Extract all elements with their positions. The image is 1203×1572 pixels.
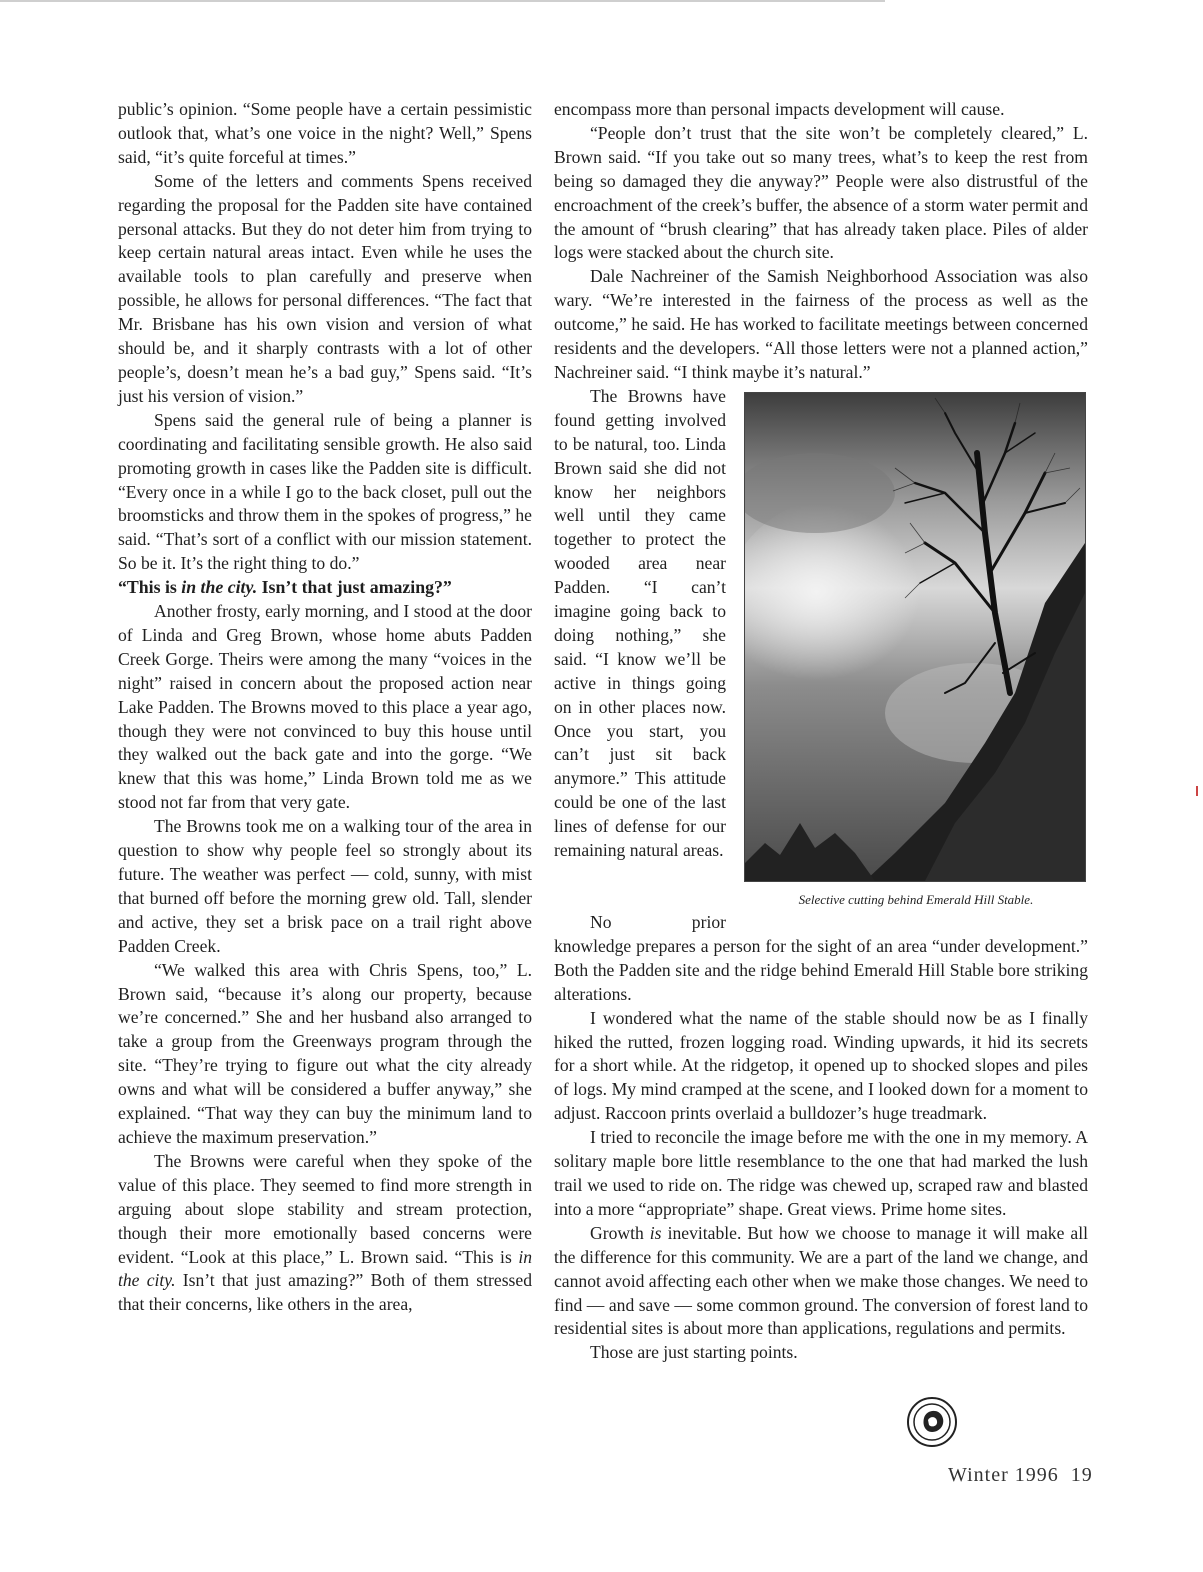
top-rule bbox=[0, 0, 885, 2]
subhead-text-end: Isn’t that just amazing?” bbox=[257, 577, 452, 598]
paragraph: The Browns took me on a walking tour of the area in question to show why people feel so strongly about its future. The weather was perfect — cold, sunny, with mist that burned off before the morning grew old. Tall, slender and active, they set a brisk pace on a trail right above Padden Creek. bbox=[118, 816, 532, 956]
paragraph: “People don’t trust that the site won’t be completely cleared,” L. Brown said. “If you take out so many trees, what’s to keep the rest from being so damaged they die anyway?” People were also distrustful of the encroachment of the creek’s buffer, the absence of a storm water permit and the amount of “brush clearing” that has already taken place. Piles of alder logs were stacked about the church site. bbox=[554, 122, 1088, 263]
paragraph: No prior knowledge prepares a person for the sight of an area “under development.” Both the Padden site and the ridge behind Emerald Hill Stable bore striking alterations. bbox=[554, 912, 1088, 1004]
italic-run: in the city. bbox=[118, 1246, 532, 1291]
paragraph: Some of the letters and comments Spens received regarding the proposal for the Padden site have contained personal attacks. But they do not deter him from trying to keep certain natural areas intact. Even while he uses the available tools to plan carefully and preserve when possible, he allows for personal differences. “The fact that Mr. Brisbane has his own vision and version of what should be, and it sharply contrasts with a lot of other people’s, doesn’t mean he’s a bad guy,” Spens said. “It’s just his version of vision.” bbox=[118, 170, 532, 406]
paragraph bbox=[554, 1222, 1088, 1342]
right-column bbox=[554, 98, 1088, 1365]
edge-mark bbox=[1196, 786, 1198, 796]
page-number: 19 bbox=[1070, 1464, 1093, 1486]
photo-figure bbox=[744, 392, 1088, 908]
paragraph: “We walked this area with Chris Spens, too,” L. Brown said, “because it’s along our property, because we’re concerned.” She and her husband also arranged to take a group from the Greenways program through the site. “They’re trying to figure out what the city already owns and what will be considered a buffer anyway,” she explained. “That way they can buy the minimum land to achieve the maximum preservation.” bbox=[118, 959, 532, 1147]
photo-caption: Selective cutting behind Emerald Hill Stable. bbox=[798, 891, 1034, 907]
paragraph bbox=[118, 1150, 532, 1317]
paragraph: The Browns have found getting involved to be natural, too. Linda Brown said she did not know her neighbors well until they came together to protect the wooded area near Padden. “I can’t imagine going back to doing nothing,” she said. “I know we’ll be active in things going on in other places now. Once you start, you can’t just sit back anymore.” This attitude could be one of the last lines of defense for our remaining natural areas. bbox=[554, 385, 726, 861]
italic-run: is bbox=[649, 1222, 662, 1243]
paragraph: public’s opinion. “Some people have a certain pessimistic outlook that, what’s one voice in the night? Well,” Spens said, “it’s quite forceful at times.” bbox=[118, 99, 532, 167]
closing-line: Those are just starting points. bbox=[590, 1342, 798, 1363]
paragraph: I wondered what the name of the stable should now be as I finally hiked the rutted, frozen logging road. Winding upwards, it hid its secrets for a short while. At the ridgetop, it opened up to shocked slopes and piles of logs. My mind cramped at the scene, and I looked down for a moment to adjust. Raccoon prints overlaid a bulldozer’s huge treadmark. bbox=[554, 1007, 1088, 1124]
text-run: Growth bbox=[590, 1222, 650, 1243]
subhead-text: “This is bbox=[118, 577, 182, 598]
paragraph: encompass more than personal impacts development will cause. bbox=[554, 99, 1005, 119]
issue-season: Winter 1996 bbox=[948, 1464, 1059, 1486]
subhead-italic: in the city. bbox=[181, 577, 258, 598]
end-mark-logo-icon bbox=[906, 1396, 958, 1448]
section-subhead bbox=[118, 576, 532, 600]
tree-photo bbox=[744, 392, 1086, 882]
paragraph: Another frosty, early morning, and I stood at the door of Linda and Greg Brown, whose home abuts Padden Creek Gorge. Theirs were among the many “voices in the night” raised in concern about the proposed action near Lake Padden. The Browns moved to this place a year ago, though they were not convinced to buy this house until they walked out the back gate and into the gorge. “We knew that this was home,” Linda Brown told me as we stood not far from that very gate. bbox=[118, 601, 532, 813]
text-run: Isn’t that just amazing?” Both of them stressed that their concerns, like others in the area, bbox=[118, 1270, 533, 1315]
paragraph: Dale Nachreiner of the Samish Neighborhood Association was also wary. “We’re interested in the fairness of the process as well as the outcome,” he said. He has worked to facilitate meetings between concerned residents and the developers. “All those letters were not a planned action,” Nachreiner said. “I think maybe it’s natural.” bbox=[554, 266, 1088, 382]
page-folio bbox=[948, 1464, 1093, 1487]
text-run: The Browns were careful when they spoke of the value of this place. They seemed to find more strength in arguing about slope stability and stream protection, though their more emotionally based concerns were evident. “Look at this place,” L. Brown said. “This is bbox=[118, 1150, 532, 1267]
left-column bbox=[118, 98, 532, 1317]
paragraph: Spens said the general rule of being a planner is coordinating and facilitating sensible growth. He also said promoting growth in cases like the Padden site is difficult. “Every once in a while I go to the back closet, pull out the broomsticks and throw them in the spokes of progress,” he said. “That’s sort of a conflict with our mission statement. So be it. It’s the right thing to do.” bbox=[118, 409, 532, 574]
text-run: inevitable. But how we choose to manage it will make all the difference for this community. We are a part of the land we change, and cannot avoid affecting each other when we make those changes. We need to find — and save — some common ground. The conversion of forest land to residential sites is about more than applications, regulations and permits. bbox=[554, 1222, 1088, 1339]
paragraph: I tried to reconcile the image before me with the one in my memory. A solitary maple bore little resemblance to the one that had marked the lush trail we used to ride on. The ridge was chewed up, scraped raw and blasted into a more “appropriate” shape. Great views. Prime home sites. bbox=[554, 1127, 1088, 1219]
